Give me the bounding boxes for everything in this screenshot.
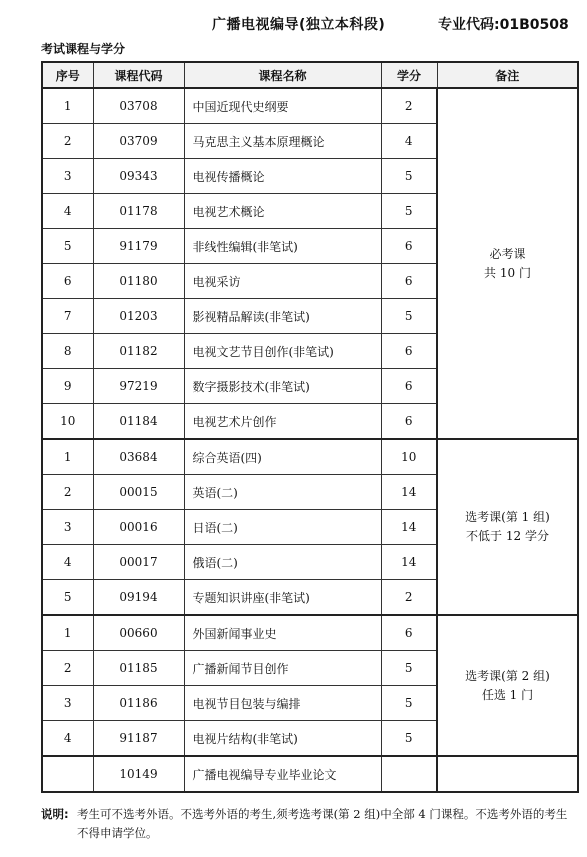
course-code: 97219 [93, 369, 184, 404]
course-name: 英语(二) [184, 475, 381, 510]
row-number: 7 [42, 299, 93, 334]
course-code: 09194 [93, 580, 184, 616]
course-credit: 14 [381, 475, 437, 510]
course-code: 00016 [93, 510, 184, 545]
course-name: 电视采访 [184, 264, 381, 299]
group-remark-line2: 不低于 12 学分 [466, 529, 549, 543]
course-name: 电视节目包装与编排 [184, 686, 381, 721]
course-name: 非线性编辑(非笔试) [184, 229, 381, 264]
course-credit: 6 [381, 264, 437, 299]
course-name: 电视艺术片创作 [184, 404, 381, 440]
row-number: 5 [42, 229, 93, 264]
course-name: 影视精品解读(非笔试) [184, 299, 381, 334]
row-number: 8 [42, 334, 93, 369]
table-header-row [42, 62, 578, 88]
row-number: 2 [42, 124, 93, 159]
course-name: 综合英语(四) [184, 439, 381, 475]
course-name: 电视传播概论 [184, 159, 381, 194]
course-code: 01203 [93, 299, 184, 334]
group-remark [437, 439, 578, 615]
course-code: 01180 [93, 264, 184, 299]
group-remark-line1: 必考课 [489, 246, 526, 261]
course-code: 00017 [93, 545, 184, 580]
row-number [42, 756, 93, 792]
group-remark-line1: 选考课(第 2 组) [465, 668, 550, 683]
program-code: 专业代码:01B0508 [438, 17, 569, 33]
course-credit: 6 [381, 229, 437, 264]
course-credit: 5 [381, 721, 437, 757]
course-code: 91187 [93, 721, 184, 757]
course-code: 09343 [93, 159, 184, 194]
section-title: 考试课程与学分 [41, 42, 126, 56]
course-name: 专题知识讲座(非笔试) [184, 580, 381, 616]
course-credit: 5 [381, 194, 437, 229]
course-credit: 6 [381, 334, 437, 369]
course-code: 01182 [93, 334, 184, 369]
course-code: 00660 [93, 615, 184, 651]
course-credit: 10 [381, 439, 437, 475]
row-number: 3 [42, 159, 93, 194]
group-remark [437, 88, 578, 439]
course-code: 01178 [93, 194, 184, 229]
course-name: 广播电视编导专业毕业论文 [184, 756, 381, 792]
row-number: 1 [42, 88, 93, 124]
row-number: 2 [42, 651, 93, 686]
footnote [41, 805, 577, 840]
course-credit: 2 [381, 580, 437, 616]
course-code: 01186 [93, 686, 184, 721]
page-header [0, 14, 587, 36]
course-name: 广播新闻节目创作 [184, 651, 381, 686]
column-header-course-name: 课程名称 [184, 62, 381, 88]
row-number: 4 [42, 721, 93, 757]
course-name: 电视片结构(非笔试) [184, 721, 381, 757]
group-remark [437, 756, 578, 792]
group-remark [437, 615, 578, 756]
course-credit: 2 [381, 88, 437, 124]
row-number: 4 [42, 194, 93, 229]
course-credit: 4 [381, 124, 437, 159]
course-credit: 5 [381, 686, 437, 721]
course-name: 俄语(二) [184, 545, 381, 580]
table-row [42, 756, 578, 792]
course-code: 01185 [93, 651, 184, 686]
footnote-text: 考生可不选考外语。不选考外语的考生,须考选考课(第 2 组)中全部 4 门课程。不选考外语的考生不得申请学位。 [77, 807, 568, 840]
table-row [42, 439, 578, 475]
course-code: 03684 [93, 439, 184, 475]
course-credit: 14 [381, 510, 437, 545]
course-name: 中国近现代史纲要 [184, 88, 381, 124]
column-header-number: 序号 [42, 62, 93, 88]
course-credit: 6 [381, 615, 437, 651]
row-number: 3 [42, 686, 93, 721]
program-title: 广播电视编导(独立本科段) [212, 17, 386, 33]
course-code: 01184 [93, 404, 184, 440]
course-credit: 5 [381, 651, 437, 686]
column-header-credit: 学分 [381, 62, 437, 88]
course-name: 数字摄影技术(非笔试) [184, 369, 381, 404]
course-name: 电视文艺节目创作(非笔试) [184, 334, 381, 369]
course-code: 03709 [93, 124, 184, 159]
course-credit [381, 756, 437, 792]
column-header-course-code: 课程代码 [93, 62, 184, 88]
row-number: 5 [42, 580, 93, 616]
group-remark-line2: 共 10 门 [484, 265, 531, 280]
row-number: 4 [42, 545, 93, 580]
footnote-label: 说明: [41, 807, 69, 821]
course-code: 03708 [93, 88, 184, 124]
course-name: 电视艺术概论 [184, 194, 381, 229]
group-remark-line2: 任选 1 门 [481, 687, 534, 702]
table-row [42, 88, 578, 124]
row-number: 9 [42, 369, 93, 404]
row-number: 10 [42, 404, 93, 440]
row-number: 1 [42, 615, 93, 651]
group-remark-line1: 选考课(第 1 组) [465, 510, 550, 524]
course-credit: 5 [381, 299, 437, 334]
table-row [42, 615, 578, 651]
column-header-remarks: 备注 [437, 62, 578, 88]
course-credit: 6 [381, 404, 437, 440]
course-code: 10149 [93, 756, 184, 792]
row-number: 1 [42, 439, 93, 475]
course-name: 马克思主义基本原理概论 [184, 124, 381, 159]
course-name: 日语(二) [184, 510, 381, 545]
table-body [42, 88, 578, 792]
row-number: 6 [42, 264, 93, 299]
row-number: 3 [42, 510, 93, 545]
course-code: 00015 [93, 475, 184, 510]
course-credit: 6 [381, 369, 437, 404]
course-credit: 5 [381, 159, 437, 194]
course-table [41, 61, 579, 793]
course-name: 外国新闻事业史 [184, 615, 381, 651]
course-credit: 14 [381, 545, 437, 580]
course-code: 91179 [93, 229, 184, 264]
row-number: 2 [42, 475, 93, 510]
